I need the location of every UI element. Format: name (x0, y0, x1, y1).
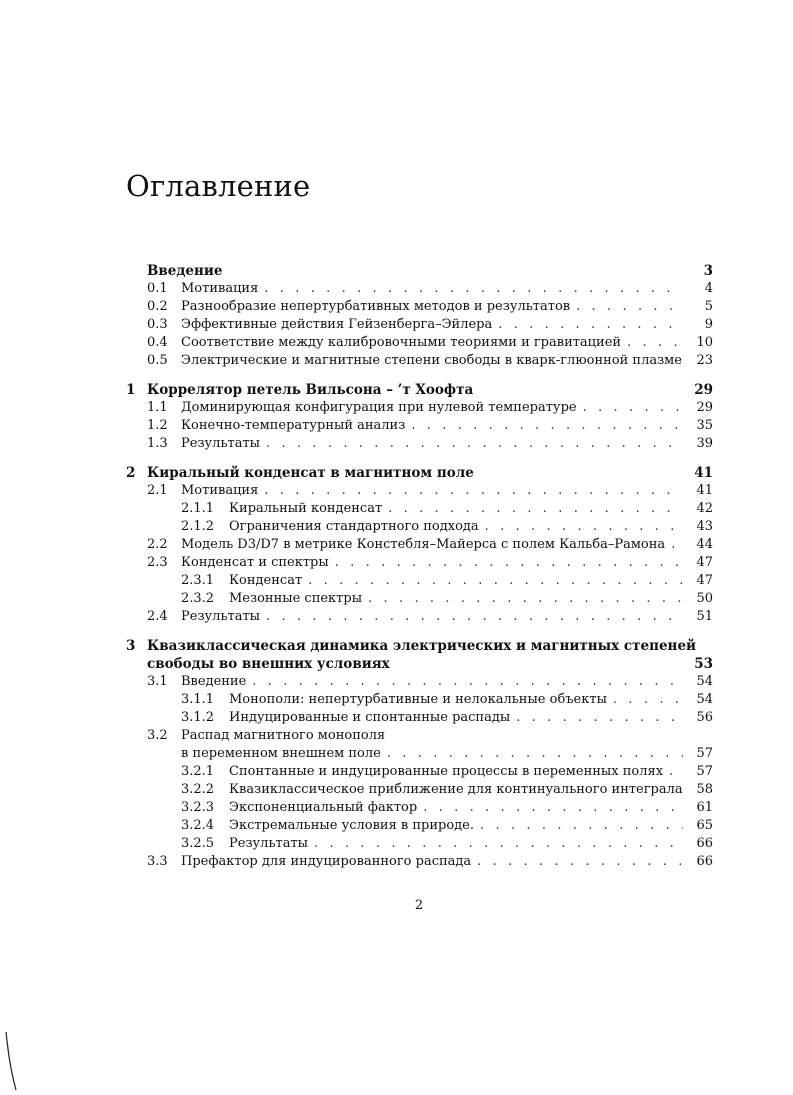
toc-chapter-number: 3 (126, 638, 136, 654)
toc-entry-label-line-2: в переменном внешнем поле (181, 746, 381, 761)
toc-entry[interactable] (123, 709, 713, 727)
toc-entry-label: Ограничения стандартного подхода (229, 519, 479, 534)
toc-section-number: 2.3 (147, 555, 168, 570)
toc-entry[interactable] (123, 518, 713, 536)
toc-page-number: 66 (696, 854, 713, 869)
toc-leader-dots (308, 572, 683, 590)
toc-entry[interactable] (123, 590, 713, 608)
toc-subsection-number: 2.1.2 (181, 519, 215, 534)
toc-page-number: 41 (696, 483, 713, 498)
toc-entry-label: Конденсат (229, 573, 303, 588)
toc-entry[interactable] (123, 853, 713, 871)
toc-leader-dots (266, 608, 683, 626)
toc-page-number: 53 (694, 656, 713, 672)
toc-entry[interactable] (123, 608, 713, 626)
toc-subsection-number: 3.2.3 (181, 800, 215, 815)
toc-page-number: 10 (696, 335, 713, 350)
toc-entry-chapter-3-continued[interactable] (123, 655, 713, 673)
toc-page-number: 23 (696, 353, 713, 368)
toc-subsection-number: 2.1.1 (181, 501, 215, 516)
toc-page-number: 42 (696, 501, 713, 516)
toc-entry[interactable] (123, 352, 713, 370)
toc-section-number: 1.1 (147, 400, 168, 415)
toc-section-number: 0.5 (147, 353, 168, 368)
toc-page-number: 58 (696, 782, 713, 797)
toc-leader-dots (480, 817, 683, 835)
toc-section-number: 2.1 (147, 483, 168, 498)
toc-page-number: 61 (696, 800, 713, 815)
toc-page-number: 29 (696, 400, 713, 415)
toc-leader-dots (264, 482, 683, 500)
toc-entry-label: Конечно-температурный анализ (181, 418, 406, 433)
toc-entry-label: Квазиклассическое приближение для континуального интеграла (229, 782, 683, 797)
toc-leader-dots (423, 799, 683, 817)
toc-page-number: 3 (703, 263, 713, 279)
toc-entry[interactable] (123, 799, 713, 817)
page-title: Оглавление (126, 169, 311, 203)
toc-section-number: 1.2 (147, 418, 168, 433)
toc-page-number: 51 (696, 609, 713, 624)
toc-leader-dots (314, 835, 683, 853)
toc-entry-label: Модель D3/D7 в метрике Констебля–Майерса с полем Кальба–Рамона (181, 537, 666, 552)
toc-leader-dots (388, 500, 683, 518)
toc-leader-dots (516, 709, 683, 727)
toc-leader-dots (498, 316, 683, 334)
toc-entry[interactable] (123, 835, 713, 853)
toc-entry-label: Киральный конденсат (229, 501, 383, 516)
toc-entry-label: Индуцированные и спонтанные распады (229, 710, 511, 725)
toc-subsection-number: 3.2.2 (181, 782, 215, 797)
toc-section-number: 0.4 (147, 335, 168, 350)
toc-page-number: 29 (694, 382, 713, 398)
toc-entry[interactable] (123, 817, 713, 835)
toc-entry[interactable] (123, 435, 713, 453)
toc-page-number: 4 (704, 281, 713, 296)
toc-chapter-number: 2 (126, 465, 136, 481)
toc-entry-label: Доминирующая конфигурация при нулевой температуре (181, 400, 577, 415)
toc-entry-chapter-3[interactable] (123, 637, 713, 655)
toc-section-number: 2.4 (147, 609, 168, 624)
toc-entry[interactable] (123, 280, 713, 298)
toc-entry[interactable] (123, 554, 713, 572)
toc-entry-label: Спонтанные и индуцированные процессы в переменных полях (229, 764, 664, 779)
toc-section-number: 2.2 (147, 537, 168, 552)
toc-page-number: 9 (704, 317, 713, 332)
toc-page-number: 57 (696, 746, 713, 761)
toc-subsection-number: 3.1.1 (181, 692, 215, 707)
toc-entry-label-line-2: свободы во внешних условиях (147, 656, 390, 672)
toc-page-number: 50 (696, 591, 713, 606)
toc-entry[interactable] (123, 316, 713, 334)
toc-entry-label: Электрические и магнитные степени свободы в кварк-глюонной плазме (181, 353, 682, 368)
toc-entry-label: Киральный конденсат в магнитном поле (147, 465, 474, 481)
toc-entry-label: Результаты (229, 836, 308, 851)
toc-entry-label: Разнообразие непертурбативных методов и результатов (181, 299, 571, 314)
toc-leader-dots (485, 518, 683, 536)
toc-entry-label: Конденсат и спектры (181, 555, 329, 570)
toc-entry-label: Монополи: непертурбативные и нелокальные объекты (229, 692, 607, 707)
toc-entry[interactable] (123, 500, 713, 518)
toc-entry-label: Эффективные действия Гейзенберга–Эйлера (181, 317, 493, 332)
toc-entry-continued[interactable] (123, 745, 713, 763)
toc-section-number: 3.3 (147, 854, 168, 869)
toc-entry[interactable] (123, 727, 713, 745)
toc-page-number: 39 (696, 436, 713, 451)
toc-leader-dots (264, 280, 683, 298)
toc-leader-dots (335, 554, 683, 572)
toc-chapter-number: 1 (126, 382, 136, 398)
toc-entry[interactable] (123, 399, 713, 417)
page-number: 2 (414, 898, 424, 913)
toc-subsection-number: 2.3.1 (181, 573, 215, 588)
toc-page-number: 65 (696, 818, 713, 833)
toc-section-number: 0.3 (147, 317, 168, 332)
toc-page-number: 5 (704, 299, 713, 314)
toc-page-number: 57 (696, 764, 713, 779)
toc-leader-dots (576, 298, 683, 316)
toc-entry-label: Экспоненциальный фактор (229, 800, 418, 815)
toc-entry[interactable] (123, 298, 713, 316)
toc-section-number: 3.1 (147, 674, 168, 689)
toc-entry[interactable] (123, 572, 713, 590)
toc-entry-intro[interactable] (123, 262, 713, 280)
toc-entry[interactable] (123, 334, 713, 352)
toc-entry[interactable] (123, 691, 713, 709)
toc-leader-dots (368, 590, 683, 608)
toc-entry-label: Мезонные спектры (229, 591, 363, 606)
toc-page-number: 47 (696, 555, 713, 570)
toc-entry-label: Коррелятор петель Вильсона – ’т Хоофта (147, 382, 474, 398)
toc-entry-label: Результаты (181, 609, 260, 624)
toc-page-number: 44 (696, 537, 713, 552)
toc-entry-label: Экстремальные условия в природе. (229, 818, 475, 833)
toc-subsection-number: 2.3.2 (181, 591, 215, 606)
toc-page-number: 41 (694, 465, 713, 481)
toc-subsection-number: 3.2.1 (181, 764, 215, 779)
toc-entry[interactable] (123, 781, 713, 799)
toc-leader-dots (411, 417, 683, 435)
toc-page-number: 56 (696, 710, 713, 725)
toc-entry-label: Введение (181, 674, 247, 689)
toc-entry[interactable] (123, 763, 713, 781)
toc-entry-label: Мотивация (181, 483, 259, 498)
toc-entry-label: Результаты (181, 436, 260, 451)
toc-entry-chapter-2[interactable] (123, 464, 713, 482)
toc-section-number: 3.2 (147, 728, 168, 743)
toc-entry[interactable] (123, 417, 713, 435)
toc-subsection-number: 3.1.2 (181, 710, 215, 725)
toc-subsection-number: 3.2.5 (181, 836, 215, 851)
toc-entry-label: Мотивация (181, 281, 259, 296)
toc-page-number: 54 (696, 674, 713, 689)
toc-page-number: 35 (696, 418, 713, 433)
toc-entry[interactable] (123, 673, 713, 691)
toc-subsection-number: 3.2.4 (181, 818, 215, 833)
toc-entry-label: Соответствие между калибровочными теориями и гравитацией (181, 335, 622, 350)
toc-section-number: 1.3 (147, 436, 168, 451)
toc-entry-label-line-1: Распад магнитного монополя (181, 728, 386, 743)
scan-artifact-line (4, 1030, 18, 1092)
toc-entry[interactable] (123, 536, 713, 554)
toc-page-number: 54 (696, 692, 713, 707)
table-of-contents (123, 262, 713, 871)
toc-entry-chapter-1[interactable] (123, 381, 713, 399)
toc-leader-dots (583, 399, 683, 417)
toc-leader-dots (477, 853, 683, 871)
toc-leader-dots (387, 745, 683, 763)
toc-leader-dots (266, 435, 683, 453)
toc-section-number: 0.2 (147, 299, 168, 314)
toc-entry-label: Префактор для индуцированного распада (181, 854, 472, 869)
toc-section-number: 0.1 (147, 281, 168, 296)
toc-page-number: 43 (696, 519, 713, 534)
toc-entry-label-line-1: Квазиклассическая динамика электрических и магнитных степеней (147, 638, 697, 654)
toc-entry[interactable] (123, 482, 713, 500)
toc-leader-dots (252, 673, 683, 691)
toc-page-number: 47 (696, 573, 713, 588)
toc-entry-label: Введение (147, 263, 223, 279)
toc-page-number: 66 (696, 836, 713, 851)
